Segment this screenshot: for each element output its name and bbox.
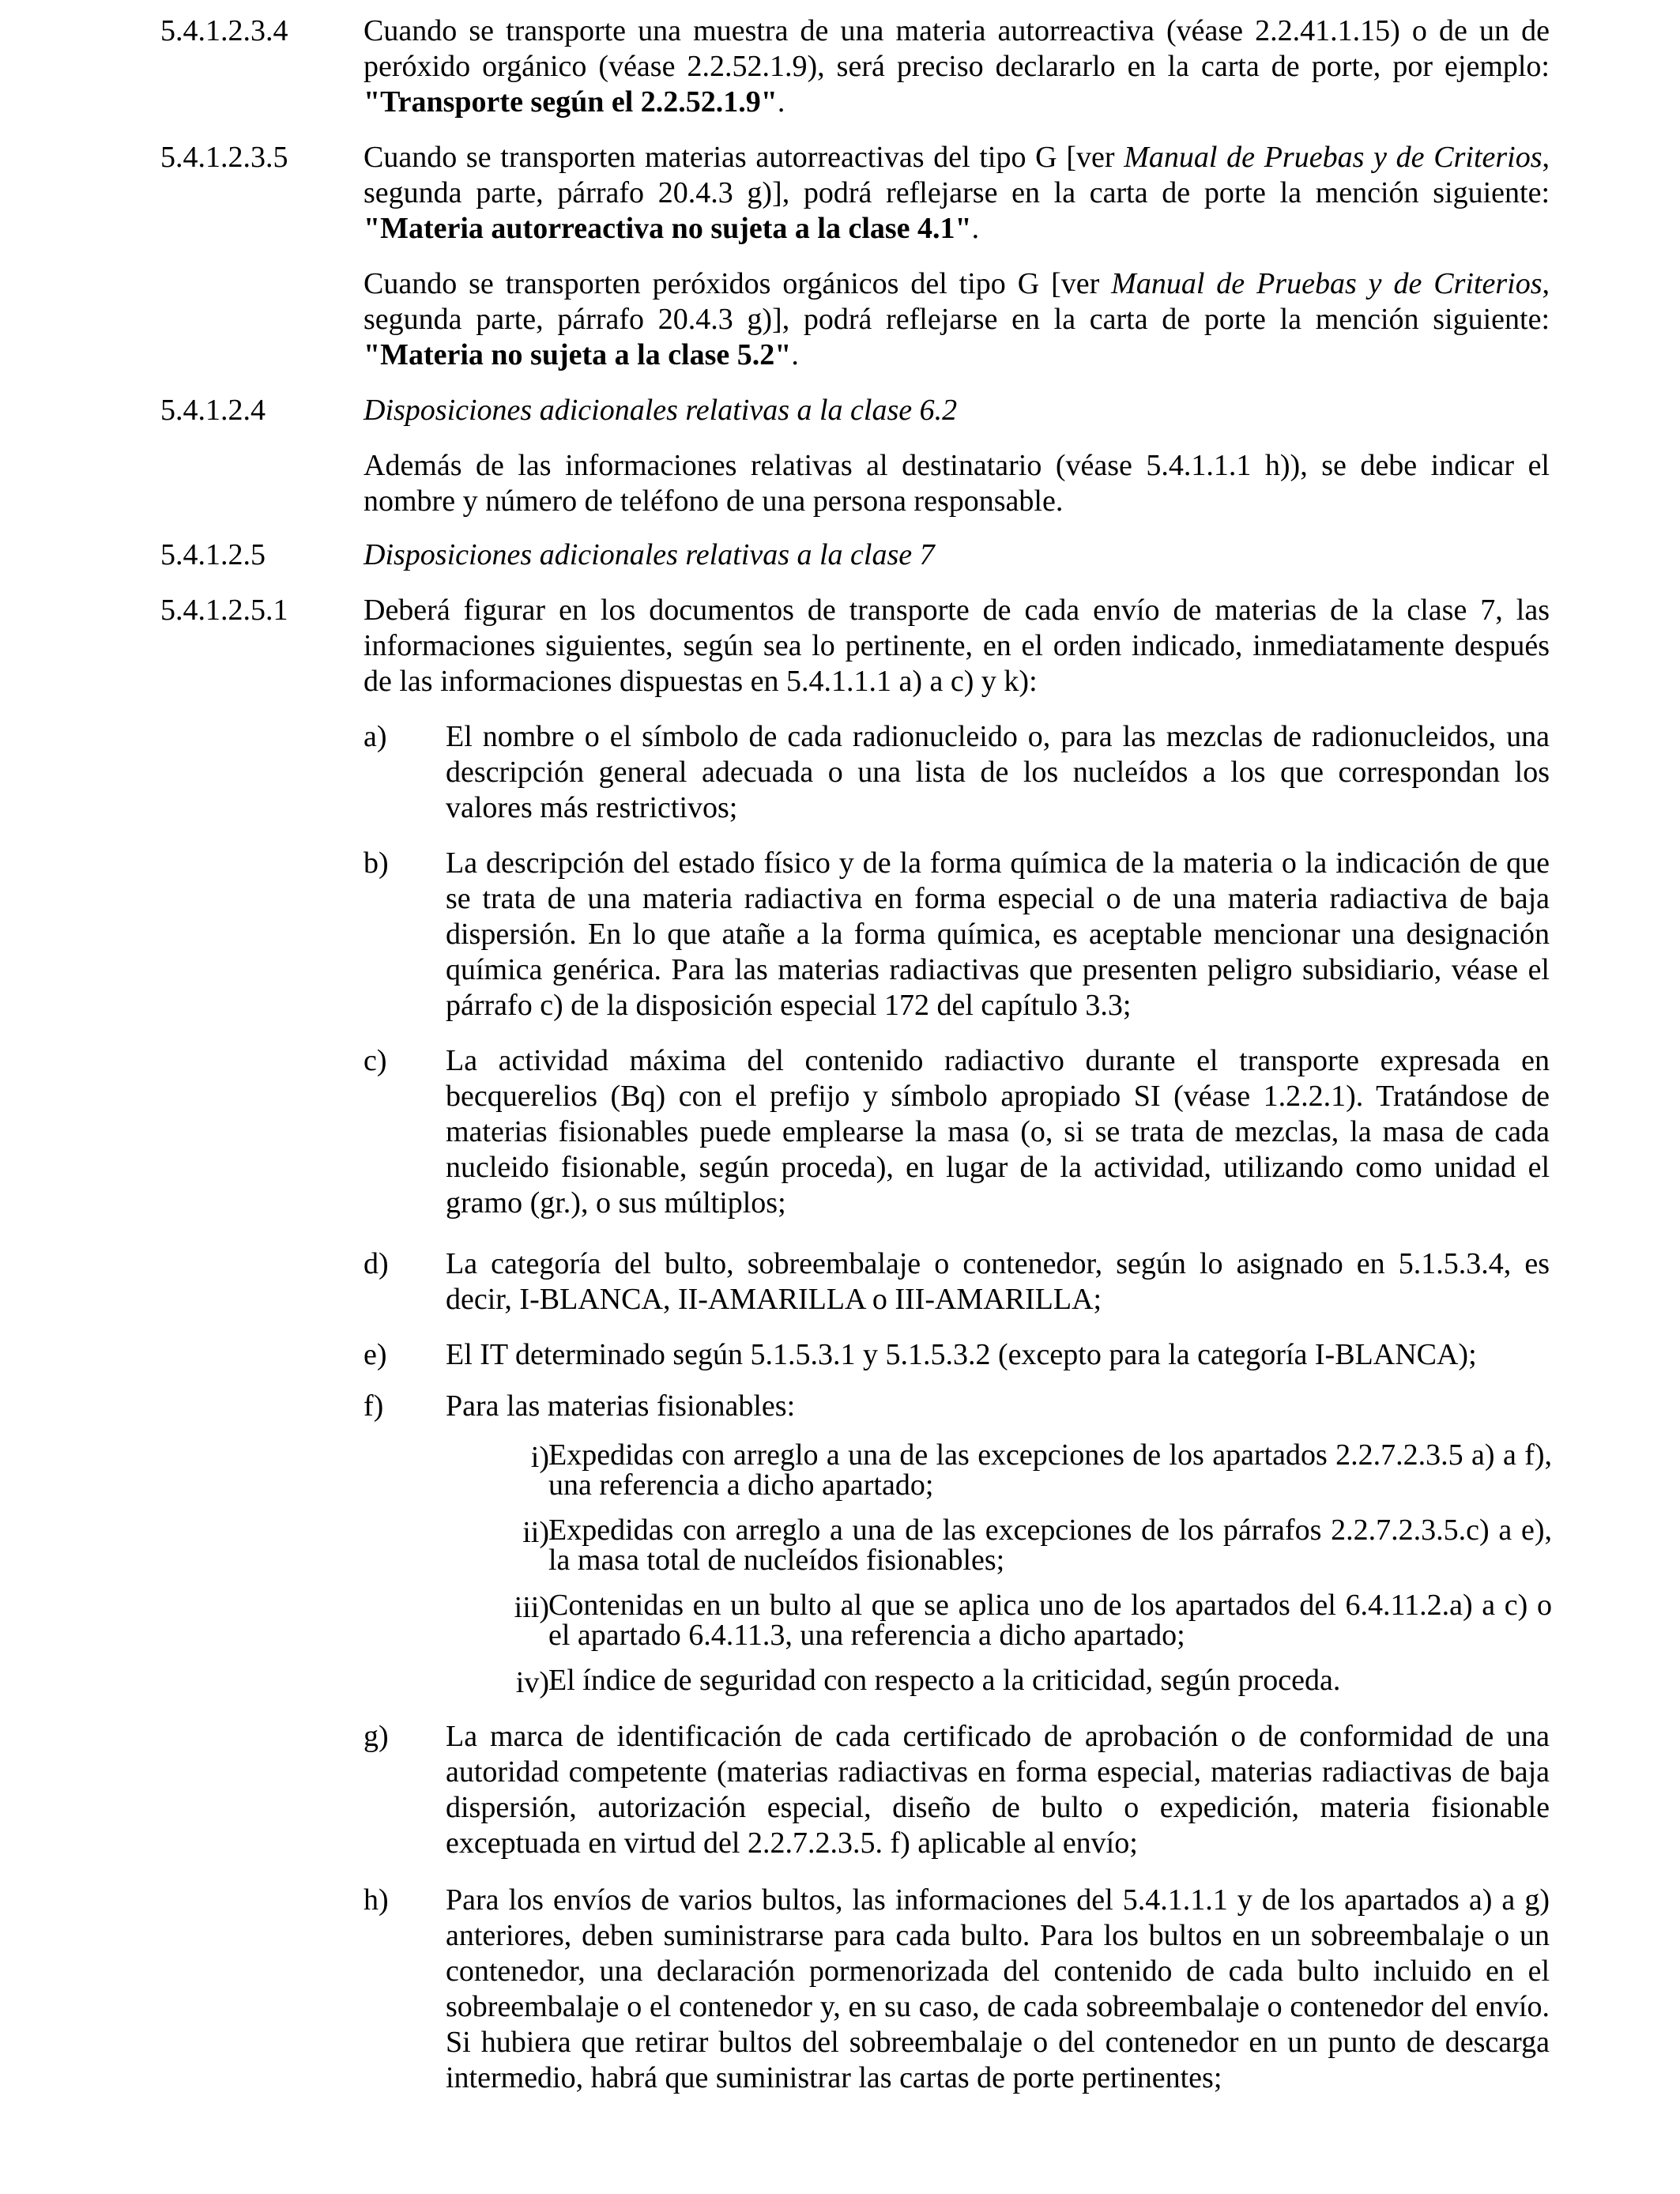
- paragraph: [363, 13, 1550, 120]
- list-item-label: b): [363, 846, 389, 880]
- paragraph-text: .: [971, 212, 980, 245]
- paragraph-text: , segunda parte, párrafo 20.4.3 g)], podrá reflejarse en la carta de porte la mención siguiente:: [363, 141, 1550, 209]
- list-item: La marca de identificación de cada certificado de aprobación o de conformidad de una autoridad competente (materias radiactivas en forma especial, materias radiactivas de baja dispersión, autorización especial, diseño de bulto o expedición, materia fisionable exceptuada en virtud del 2.2.7.2.3.5. f) aplicable al envío;: [446, 1720, 1550, 1860]
- list-item: El nombre o el símbolo de cada radionucleido o, para las mezclas de radionucleidos, una descripción general adecuada o una lista de los nucleídos a los que correspondan los valores más restrictivos;: [446, 720, 1550, 824]
- paragraph: [363, 266, 1550, 373]
- section-number: 5.4.1.2.3.4: [160, 14, 288, 47]
- section-number: 5.4.1.2.3.5: [160, 141, 288, 174]
- sublist-item-label: ii): [522, 1516, 549, 1549]
- sublist-item: Contenidas en un bulto al que se aplica uno de los apartados del 6.4.11.2.a) a c) o el apartado 6.4.11.3, una referencia a dicho apartado;: [548, 1589, 1552, 1652]
- list-item-label: f): [363, 1389, 384, 1423]
- sublist-item-label: iii): [514, 1591, 549, 1624]
- list-item-label: h): [363, 1883, 389, 1917]
- list-item-label: a): [363, 720, 387, 753]
- list-item: La categoría del bulto, sobreembalaje o contenedor, según lo asignado en 5.1.5.3.4, es decir, I-BLANCA, II-AMARILLA o III-AMARILLA;: [446, 1247, 1550, 1316]
- paragraph-text: Cuando se transporte una muestra de una materia autorreactiva (véase 2.2.41.1.15) o de un de peróxido orgánico (véase 2.2.52.1.9), será preciso declararlo en la carta de porte, por ejemplo:: [363, 14, 1550, 83]
- section-number: 5.4.1.2.4: [160, 394, 266, 427]
- list-item: Para los envíos de varios bultos, las informaciones del 5.4.1.1.1 y de los apartados a) a g) anteriores, deben suministrarse para cada bulto. Para los bultos en un sobreembalaje o un contenedor, una declaración pormenorizada del contenido de cada bulto incluido en el sobreembalaje o el contenedor y, en su caso, de cada sobreembalaje o contenedor del envío. Si hubiera que retirar bultos del sobreembalaje o del contenedor en un punto de descarga intermedio, habrá que suministrar las cartas de porte pertinentes;: [446, 1883, 1550, 2094]
- list-item: La descripción del estado físico y de la forma química de la materia o la indicación de que se trata de una materia radiactiva en forma especial o de una materia radiactiva de baja dispersión. En lo que atañe a la forma química, es aceptable mencionar una designación química genérica. Para las materias radiactivas que presenten peligro subsidiario, véase el párrafo c) de la disposición especial 172 del capítulo 3.3;: [446, 846, 1550, 1022]
- paragraph: Además de las informaciones relativas al destinatario (véase 5.4.1.1.1 h)), se debe indicar el nombre y número de teléfono de una persona responsable.: [363, 449, 1550, 518]
- sublist-item-label: i): [530, 1441, 549, 1474]
- bold-quote: "Transporte según el 2.2.52.1.9": [363, 85, 778, 119]
- section-heading: Disposiciones adicionales relativas a la clase 7: [363, 538, 935, 571]
- list-item: La actividad máxima del contenido radiactivo durante el transporte expresada en becquerelios (Bq) con el prefijo y símbolo apropiado SI (véase 1.2.2.1). Tratándose de materias fisionables puede emplearse la masa (o, si se trata de mezclas, la masa de cada nucleido fisionable, según proceda), en lugar de la actividad, utilizando como unidad el gramo (gr.), o sus múltiplos;: [446, 1044, 1550, 1220]
- paragraph: Deberá figurar en los documentos de transporte de cada envío de materias de la clase 7, las informaciones siguientes, según sea lo pertinente, en el orden indicado, inmediatamente después de las informaciones dispuestas en 5.4.1.1.1 a) a c) y k):: [363, 594, 1550, 698]
- bold-quote: "Materia no sujeta a la clase 5.2": [363, 338, 792, 371]
- sublist-item: El índice de seguridad con respecto a la criticidad, según proceda.: [548, 1664, 1341, 1697]
- list-item-label: g): [363, 1720, 389, 1753]
- bold-quote: "Materia autorreactiva no sujeta a la clase 4.1": [363, 212, 972, 245]
- list-item: El IT determinado según 5.1.5.3.1 y 5.1.5.3.2 (excepto para la categoría I-BLANCA);: [446, 1338, 1477, 1371]
- paragraph: [363, 140, 1550, 247]
- paragraph-text: .: [791, 338, 799, 371]
- paragraph-text: Cuando se transporten peróxidos orgánicos del tipo G [ver: [363, 267, 1112, 300]
- sublist-item: Expedidas con arreglo a una de las excepciones de los apartados 2.2.7.2.3.5 a) a f), una referencia a dicho apartado;: [548, 1438, 1552, 1502]
- italic-reference: Manual de Pruebas y de Criterios: [1124, 141, 1543, 174]
- sublist-item: Expedidas con arreglo a una de las excepciones de los párrafos 2.2.7.2.3.5.c) a e), la masa total de nucleídos fisionables;: [548, 1514, 1552, 1577]
- paragraph-text: Cuando se transporten materias autorreactivas del tipo G [ver: [363, 141, 1124, 174]
- sublist-item-label: iv): [515, 1666, 549, 1699]
- list-item-label: e): [363, 1338, 387, 1371]
- paragraph-text: , segunda parte, párrafo 20.4.3 g)], podrá reflejarse en la carta de porte la mención siguiente:: [363, 267, 1550, 336]
- section-heading: Disposiciones adicionales relativas a la clase 6.2: [363, 394, 958, 427]
- list-item-label: d): [363, 1247, 389, 1280]
- section-number: 5.4.1.2.5: [160, 538, 266, 571]
- italic-reference: Manual de Pruebas y de Criterios: [1111, 267, 1543, 300]
- list-item-label: c): [363, 1044, 387, 1077]
- section-number: 5.4.1.2.5.1: [160, 594, 288, 627]
- paragraph-text: .: [777, 85, 785, 119]
- list-item: Para las materias fisionables:: [446, 1389, 796, 1423]
